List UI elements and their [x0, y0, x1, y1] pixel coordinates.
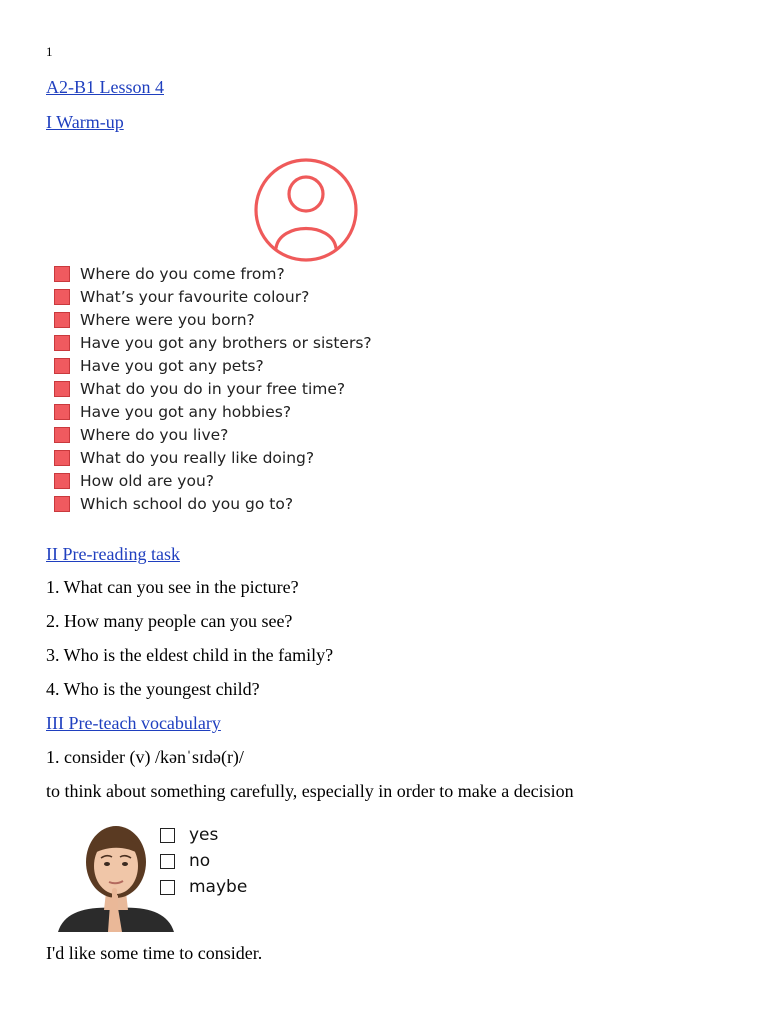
warmup-question-text: Where were you born? [80, 310, 255, 329]
warmup-question [54, 285, 372, 308]
warmup-question [54, 308, 372, 331]
prereading-question-4: 4. Who is the youngest child? [46, 679, 260, 699]
red-square-icon [54, 450, 70, 466]
warmup-question-text: What’s your favourite colour? [80, 287, 310, 306]
warmup-question [54, 423, 372, 446]
warmup-question [54, 400, 372, 423]
prereading-question-2: 2. How many people can you see? [46, 611, 293, 631]
red-square-icon [54, 381, 70, 397]
red-square-icon [54, 473, 70, 489]
choice-item [160, 822, 247, 848]
red-square-icon [54, 289, 70, 305]
warmup-question [54, 377, 372, 400]
consider-illustration [50, 816, 280, 932]
warmup-question [54, 354, 372, 377]
empty-checkbox-icon [160, 828, 175, 843]
warmup-question-list [54, 262, 372, 515]
prereading-heading[interactable]: II Pre-reading task [46, 544, 180, 564]
red-square-icon [54, 427, 70, 443]
warmup-question-text: What do you do in your free time? [80, 379, 346, 398]
warmup-question-text: Where do you come from? [80, 264, 285, 283]
prereading-question-1: 1. What can you see in the picture? [46, 577, 299, 597]
prereading-question-3: 3. Who is the eldest child in the family? [46, 645, 334, 665]
warmup-question-text: Where do you live? [80, 425, 229, 444]
empty-checkbox-icon [160, 854, 175, 869]
thinking-woman-image [56, 816, 176, 932]
vocabulary-example: I'd like some time to consider. [46, 943, 263, 963]
lesson-title[interactable]: A2-B1 Lesson 4 [46, 77, 164, 97]
warmup-question-text: Which school do you go to? [80, 494, 294, 513]
choice-item [160, 874, 247, 900]
choice-list [160, 822, 247, 900]
warmup-heading[interactable]: I Warm-up [46, 112, 124, 132]
warmup-question-text: How old are you? [80, 471, 214, 490]
choice-item [160, 848, 247, 874]
red-square-icon [54, 335, 70, 351]
warmup-question [54, 469, 372, 492]
warmup-question-text: What do you really like doing? [80, 448, 315, 467]
warmup-question [54, 446, 372, 469]
choice-label: no [189, 851, 211, 871]
vocabulary-word-entry: 1. consider (v) /kənˈsɪdə(r)/ [46, 747, 244, 767]
red-square-icon [54, 266, 70, 282]
vocabulary-definition: to think about something carefully, especially in order to make a decision [46, 781, 574, 801]
page-number: 1 [46, 44, 53, 59]
warmup-question [54, 492, 372, 515]
user-circle-icon [252, 156, 360, 264]
choice-label: yes [189, 825, 219, 845]
red-square-icon [54, 496, 70, 512]
choice-label: maybe [189, 877, 248, 897]
warmup-question-text: Have you got any brothers or sisters? [80, 333, 372, 352]
vocabulary-heading[interactable]: III Pre-teach vocabulary [46, 713, 221, 733]
red-square-icon [54, 312, 70, 328]
warmup-question-text: Have you got any hobbies? [80, 402, 292, 421]
warmup-question [54, 262, 372, 285]
red-square-icon [54, 404, 70, 420]
empty-checkbox-icon [160, 880, 175, 895]
warmup-questions-image [48, 144, 400, 528]
warmup-question-text: Have you got any pets? [80, 356, 264, 375]
warmup-question [54, 331, 372, 354]
red-square-icon [54, 358, 70, 374]
